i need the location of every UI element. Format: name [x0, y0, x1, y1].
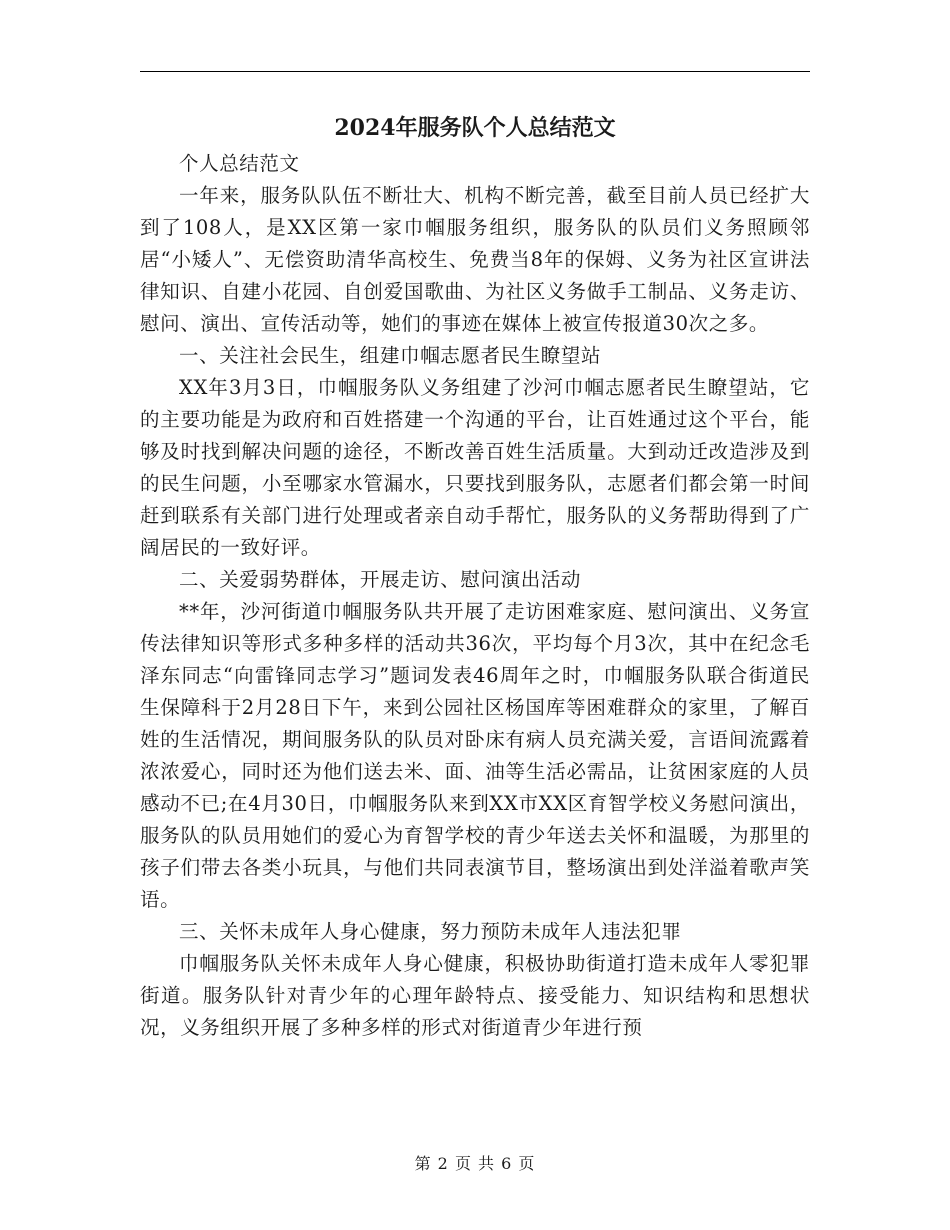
document-title: 2024年服务队个人总结范文 — [334, 115, 616, 141]
paragraph-section-1: XX年3月3日，巾帼服务队义务组建了沙河巾帼志愿者民生瞭望站，它的主要功能是为政府和百姓搭建一个沟通的平台，让百姓通过这个平台，能够及时找到解决问题的途径，不断改善百姓生活质量。大到动迁改造涉及到的民生问题，小至哪家水管漏水，只要找到服务队，志愿者们都会第一时间赶到联系有关部门进行处理或者亲自动手帮忙，服务队的义务帮助得到了广阔居民的一致好评。 — [140, 376, 810, 559]
section-heading-3: 三、关怀未成年人身心健康，努力预防未成年人违法犯罪 — [179, 920, 682, 943]
document-body — [140, 148, 810, 1044]
page-footer: 第 2 页 共 6 页 — [414, 1154, 536, 1173]
header-rule — [140, 71, 810, 72]
section-heading-1: 一、关注社会民生，组建巾帼志愿者民生瞭望站 — [179, 344, 602, 367]
paragraph-section-2: **年，沙河街道巾帼服务队共开展了走访困难家庭、慰问演出、义务宣传法律知识等形式多种多样的活动共36次，平均每个月3次，其中在纪念毛泽东同志“向雷锋同志学习”题词发表46周年之时，巾帼服务队联合街道民生保障科于2月28日下午，来到公园社区杨国库等困难群众的家里，了解百姓的生活情况，期间服务队的队员对卧床有病人员充满关爱，言语间流露着浓浓爱心，同时还为他们送去米、面、油等生活必需品，让贫困家庭的人员感动不已;在4月30日，巾帼服务队来到XX市XX区育智学校义务慰问演出，服务队的队员用她们的爱心为育智学校的青少年送去关怀和温暖，为那里的孩子们带去各类小玩具，与他们共同表演节目，整场演出到处洋溢着歌声笑语。 — [140, 600, 810, 911]
section-heading-2: 二、关爱弱势群体，开展走访、慰问演出活动 — [179, 568, 582, 591]
paragraph-subtitle: 个人总结范文 — [179, 152, 300, 175]
paragraph-intro: 一年来，服务队队伍不断壮大、机构不断完善，截至目前人员已经扩大到了108人，是XX区第一家巾帼服务组织，服务队的队员们义务照顾邻居“小矮人”、无偿资助清华高校生、免费当8年的保姆、义务为社区宣讲法律知识、自建小花园、自创爱国歌曲、为社区义务做手工制品、义务走访、慰问、演出、宣传活动等，她们的事迹在媒体上被宣传报道30次之多。 — [140, 184, 810, 335]
paragraph-section-3: 巾帼服务队关怀未成年人身心健康，积极协助街道打造未成年人零犯罪街道。服务队针对青少年的心理年龄特点、接受能力、知识结构和思想状况，义务组织开展了多种多样的形式对街道青少年进行预 — [140, 952, 810, 1039]
